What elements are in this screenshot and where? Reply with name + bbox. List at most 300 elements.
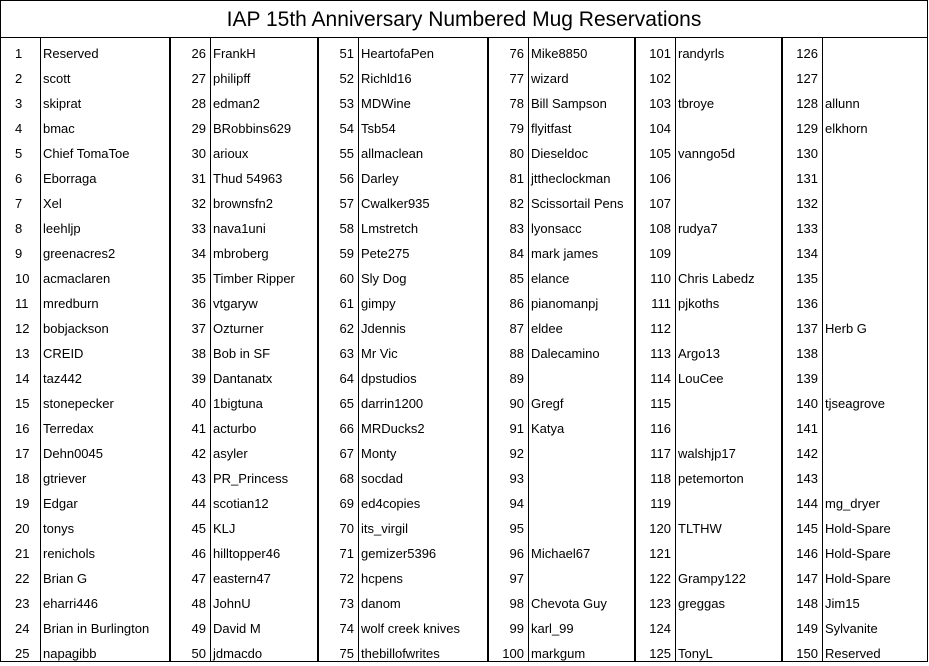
mug-number[interactable]: 90 <box>509 396 524 411</box>
mug-number[interactable]: 44 <box>191 496 206 511</box>
mug-number[interactable]: 76 <box>509 46 524 61</box>
mug-number[interactable]: 146 <box>796 546 818 561</box>
mug-number[interactable]: 141 <box>796 421 818 436</box>
reserver-name[interactable]: karl_99 <box>531 621 574 636</box>
reserver-name[interactable] <box>822 166 926 191</box>
reserver-name[interactable]: napagibb <box>43 646 97 661</box>
mug-number[interactable]: 77 <box>509 71 524 86</box>
reserver-name[interactable] <box>822 241 926 266</box>
reserver-name[interactable]: Cwalker935 <box>361 196 430 211</box>
mug-number[interactable]: 103 <box>649 96 671 111</box>
reserver-name[interactable]: 1bigtuna <box>213 396 263 411</box>
reserver-name[interactable]: gtriever <box>43 471 87 486</box>
mug-number[interactable]: 8 <box>15 221 23 236</box>
reserver-name[interactable]: taz442 <box>43 371 83 386</box>
mug-number[interactable]: 45 <box>191 521 206 536</box>
reserver-name[interactable] <box>675 391 781 416</box>
reserver-name[interactable]: walshjp17 <box>678 446 736 461</box>
mug-number[interactable]: 140 <box>796 396 818 411</box>
reserver-name[interactable]: Grampy122 <box>678 571 746 586</box>
mug-number[interactable]: 14 <box>15 371 30 386</box>
reserver-name[interactable]: HeartofaPen <box>361 46 434 61</box>
mug-number[interactable]: 51 <box>339 46 354 61</box>
mug-number[interactable]: 75 <box>339 646 354 661</box>
reserver-name[interactable]: wolf creek knives <box>361 621 460 636</box>
mug-number[interactable]: 40 <box>191 396 206 411</box>
mug-number[interactable]: 120 <box>649 521 671 536</box>
reserver-name[interactable]: eastern47 <box>213 571 271 586</box>
reserver-name[interactable]: socdad <box>361 471 403 486</box>
reserver-name[interactable]: Xel <box>43 196 62 211</box>
reserver-name[interactable]: Dalecamino <box>531 346 600 361</box>
reserver-name[interactable]: dpstudios <box>361 371 417 386</box>
reserver-name[interactable] <box>822 141 926 166</box>
mug-number[interactable]: 129 <box>796 121 818 136</box>
reserver-name[interactable] <box>675 66 781 91</box>
reserver-name[interactable]: MRDucks2 <box>361 421 425 436</box>
reserver-name[interactable]: renichols <box>43 546 96 561</box>
reserver-name[interactable] <box>675 241 781 266</box>
reserver-name[interactable]: Timber Ripper <box>213 271 295 286</box>
mug-number[interactable]: 34 <box>191 246 206 261</box>
reserver-name[interactable]: bmac <box>43 121 75 136</box>
mug-number[interactable]: 19 <box>15 496 30 511</box>
mug-number[interactable]: 71 <box>339 546 354 561</box>
reserver-name[interactable]: Bob in SF <box>213 346 271 361</box>
mug-number[interactable]: 84 <box>509 246 524 261</box>
reserver-name[interactable]: Argo13 <box>678 346 720 361</box>
mug-number[interactable]: 137 <box>796 321 818 336</box>
mug-number[interactable]: 104 <box>649 121 671 136</box>
reserver-name[interactable]: arioux <box>213 146 249 161</box>
mug-number[interactable]: 99 <box>509 621 524 636</box>
mug-number[interactable]: 3 <box>15 96 23 111</box>
reserver-name[interactable] <box>822 291 926 316</box>
mug-number[interactable]: 119 <box>650 496 671 511</box>
reserver-name[interactable]: Mr Vic <box>361 346 398 361</box>
mug-number[interactable]: 1 <box>15 46 23 61</box>
reserver-name[interactable] <box>675 191 781 216</box>
mug-number[interactable]: 124 <box>649 621 671 636</box>
reserver-name[interactable]: Terredax <box>43 421 94 436</box>
reserver-name[interactable] <box>528 441 634 466</box>
reserver-name[interactable]: Michael67 <box>531 546 591 561</box>
reserver-name[interactable]: hilltopper46 <box>213 546 281 561</box>
mug-number[interactable]: 70 <box>339 521 354 536</box>
mug-number[interactable]: 56 <box>339 171 354 186</box>
mug-number[interactable]: 127 <box>796 71 818 86</box>
mug-number[interactable]: 20 <box>15 521 30 536</box>
mug-number[interactable]: 123 <box>649 596 671 611</box>
mug-number[interactable]: 130 <box>796 146 818 161</box>
mug-number[interactable]: 113 <box>650 346 671 361</box>
mug-number[interactable]: 100 <box>502 646 524 661</box>
reserver-name[interactable]: hcpens <box>361 571 403 586</box>
reserver-name[interactable]: Lmstretch <box>361 221 419 236</box>
mug-number[interactable]: 92 <box>509 446 524 461</box>
mug-number[interactable]: 55 <box>339 146 354 161</box>
reserver-name[interactable]: Ozturner <box>213 321 264 336</box>
reserver-name[interactable]: Sylvanite <box>825 621 878 636</box>
mug-number[interactable]: 15 <box>15 396 30 411</box>
mug-number[interactable]: 25 <box>15 646 30 661</box>
mug-number[interactable]: 31 <box>191 171 206 186</box>
mug-number[interactable]: 94 <box>509 496 524 511</box>
mug-number[interactable]: 29 <box>191 121 206 136</box>
reserver-name[interactable]: David M <box>213 621 261 636</box>
mug-number[interactable]: 82 <box>509 196 524 211</box>
reserver-name[interactable]: scotian12 <box>213 496 269 511</box>
reserver-name[interactable]: mredburn <box>43 296 99 311</box>
mug-number[interactable]: 121 <box>649 546 671 561</box>
reserver-name[interactable]: scott <box>43 71 71 86</box>
reserver-name[interactable] <box>528 466 634 491</box>
reserver-name[interactable]: Sly Dog <box>361 271 407 286</box>
reserver-name[interactable]: Mike8850 <box>531 46 588 61</box>
mug-number[interactable]: 57 <box>339 196 354 211</box>
mug-number[interactable]: 144 <box>796 496 818 511</box>
reserver-name[interactable]: PR_Princess <box>213 471 289 486</box>
reserver-name[interactable]: Pete275 <box>361 246 410 261</box>
mug-number[interactable]: 24 <box>15 621 30 636</box>
reserver-name[interactable]: skiprat <box>43 96 82 111</box>
reserver-name[interactable]: Reserved <box>825 646 881 661</box>
reserver-name[interactable]: leehljp <box>43 221 81 236</box>
mug-number[interactable]: 114 <box>650 371 671 386</box>
reserver-name[interactable] <box>675 316 781 341</box>
mug-number[interactable]: 22 <box>15 571 30 586</box>
reserver-name[interactable]: elance <box>531 271 570 286</box>
mug-number[interactable]: 52 <box>339 71 354 86</box>
reserver-name[interactable]: markgum <box>531 646 586 661</box>
mug-number[interactable]: 98 <box>509 596 524 611</box>
reserver-name[interactable]: thebillofwrites <box>361 646 440 661</box>
mug-number[interactable]: 59 <box>339 246 354 261</box>
reserver-name[interactable]: mg_dryer <box>825 496 880 511</box>
mug-number[interactable]: 135 <box>796 271 818 286</box>
reserver-name[interactable]: JohnU <box>213 596 251 611</box>
reserver-name[interactable]: mark james <box>531 246 599 261</box>
mug-number[interactable]: 116 <box>650 421 671 436</box>
mug-number[interactable]: 93 <box>509 471 524 486</box>
mug-number[interactable]: 17 <box>15 446 30 461</box>
mug-number[interactable]: 79 <box>509 121 524 136</box>
mug-number[interactable]: 48 <box>191 596 206 611</box>
mug-number[interactable]: 46 <box>191 546 206 561</box>
reserver-name[interactable]: MDWine <box>361 96 411 111</box>
reserver-name[interactable] <box>528 566 634 591</box>
mug-number[interactable]: 145 <box>796 521 818 536</box>
reserver-name[interactable]: vtgaryw <box>213 296 258 311</box>
mug-number[interactable]: 36 <box>191 296 206 311</box>
mug-number[interactable]: 65 <box>339 396 354 411</box>
reserver-name[interactable]: pianomanpj <box>531 296 599 311</box>
mug-number[interactable]: 108 <box>649 221 671 236</box>
mug-number[interactable]: 62 <box>339 321 354 336</box>
reserver-name[interactable]: Hold-Spare <box>825 521 891 536</box>
mug-number[interactable]: 128 <box>796 96 818 111</box>
reserver-name[interactable]: its_virgil <box>361 521 408 536</box>
reserver-name[interactable]: Brian in Burlington <box>43 621 150 636</box>
reserver-name[interactable]: Tsb54 <box>361 121 396 136</box>
reserver-name[interactable]: edman2 <box>213 96 260 111</box>
mug-number[interactable]: 74 <box>339 621 354 636</box>
mug-number[interactable]: 30 <box>191 146 206 161</box>
reserver-name[interactable]: tbroye <box>678 96 715 111</box>
mug-number[interactable]: 18 <box>15 471 30 486</box>
reserver-name[interactable] <box>822 41 926 66</box>
mug-number[interactable]: 95 <box>509 521 524 536</box>
reserver-name[interactable]: acturbo <box>213 421 257 436</box>
reserver-name[interactable] <box>675 166 781 191</box>
reserver-name[interactable] <box>675 116 781 141</box>
mug-number[interactable]: 78 <box>509 96 524 111</box>
reserver-name[interactable] <box>822 191 926 216</box>
reserver-name[interactable]: Dantanatx <box>213 371 273 386</box>
mug-number[interactable]: 5 <box>15 146 23 161</box>
mug-number[interactable]: 148 <box>796 596 818 611</box>
reserver-name[interactable] <box>822 366 926 391</box>
reserver-name[interactable]: Edgar <box>43 496 78 511</box>
reserver-name[interactable]: darrin1200 <box>361 396 424 411</box>
mug-number[interactable]: 4 <box>15 121 23 136</box>
reserver-name[interactable]: BRobbins629 <box>213 121 292 136</box>
reserver-name[interactable] <box>528 516 634 541</box>
reserver-name[interactable]: wizard <box>531 71 569 86</box>
mug-number[interactable]: 66 <box>339 421 354 436</box>
mug-number[interactable]: 107 <box>649 196 671 211</box>
mug-number[interactable]: 41 <box>191 421 206 436</box>
reserver-name[interactable] <box>675 541 781 566</box>
mug-number[interactable]: 73 <box>339 596 354 611</box>
reserver-name[interactable]: Chevota Guy <box>531 596 607 611</box>
reserver-name[interactable]: Gregf <box>531 396 564 411</box>
mug-number[interactable]: 54 <box>339 121 354 136</box>
mug-number[interactable]: 111 <box>651 296 671 311</box>
reserver-name[interactable]: jdmacdo <box>213 646 263 661</box>
mug-number[interactable]: 26 <box>191 46 206 61</box>
reserver-name[interactable]: Jim15 <box>825 596 860 611</box>
reserver-name[interactable] <box>822 416 926 441</box>
reserver-name[interactable] <box>822 341 926 366</box>
reserver-name[interactable] <box>528 366 634 391</box>
reserver-name[interactable]: Herb G <box>825 321 867 336</box>
reserver-name[interactable]: brownsfn2 <box>213 196 273 211</box>
reserver-name[interactable]: Thud 54963 <box>213 171 283 186</box>
reserver-name[interactable]: Darley <box>361 171 399 186</box>
mug-number[interactable]: 21 <box>15 546 30 561</box>
mug-number[interactable]: 136 <box>796 296 818 311</box>
reserver-name[interactable]: KLJ <box>213 521 236 536</box>
mug-number[interactable]: 125 <box>649 646 671 661</box>
reserver-name[interactable]: TonyL <box>678 646 713 661</box>
reserver-name[interactable] <box>822 66 926 91</box>
reserver-name[interactable]: allmaclean <box>361 146 424 161</box>
reserver-name[interactable] <box>822 466 926 491</box>
reserver-name[interactable]: Chief TomaToe <box>43 146 130 161</box>
reserver-name[interactable]: Katya <box>531 421 565 436</box>
reserver-name[interactable] <box>822 441 926 466</box>
mug-number[interactable]: 63 <box>339 346 354 361</box>
reserver-name[interactable]: Jdennis <box>361 321 406 336</box>
mug-number[interactable]: 96 <box>509 546 524 561</box>
reserver-name[interactable]: FrankH <box>213 46 256 61</box>
reserver-name[interactable]: lyonsacc <box>531 221 582 236</box>
mug-number[interactable]: 131 <box>796 171 818 186</box>
reserver-name[interactable]: eharri446 <box>43 596 98 611</box>
mug-number[interactable]: 12 <box>15 321 30 336</box>
mug-number[interactable]: 68 <box>339 471 354 486</box>
mug-number[interactable]: 61 <box>339 296 354 311</box>
mug-number[interactable]: 115 <box>650 396 671 411</box>
mug-number[interactable]: 16 <box>15 421 30 436</box>
reserver-name[interactable]: jttheclockman <box>531 171 611 186</box>
reserver-name[interactable]: gemizer5396 <box>361 546 437 561</box>
reserver-name[interactable]: Brian G <box>43 571 88 586</box>
reserver-name[interactable]: bobjackson <box>43 321 109 336</box>
mug-number[interactable]: 38 <box>191 346 206 361</box>
reserver-name[interactable] <box>675 616 781 641</box>
mug-number[interactable]: 106 <box>649 171 671 186</box>
mug-number[interactable]: 112 <box>650 321 671 336</box>
reserver-name[interactable]: pjkoths <box>678 296 720 311</box>
reserver-name[interactable]: LouCee <box>678 371 724 386</box>
mug-number[interactable]: 67 <box>339 446 354 461</box>
mug-number[interactable]: 88 <box>509 346 524 361</box>
reserver-name[interactable]: allunn <box>825 96 860 111</box>
mug-number[interactable]: 87 <box>509 321 524 336</box>
mug-number[interactable]: 42 <box>191 446 206 461</box>
mug-number[interactable]: 117 <box>650 446 671 461</box>
reserver-name[interactable]: randyrls <box>678 46 725 61</box>
mug-number[interactable]: 143 <box>796 471 818 486</box>
reserver-name[interactable]: petemorton <box>678 471 744 486</box>
mug-number[interactable]: 133 <box>796 221 818 236</box>
mug-number[interactable]: 32 <box>191 196 206 211</box>
reserver-name[interactable]: vanngo5d <box>678 146 736 161</box>
mug-number[interactable]: 147 <box>796 571 818 586</box>
mug-number[interactable]: 64 <box>339 371 354 386</box>
reserver-name[interactable]: danom <box>361 596 401 611</box>
mug-number[interactable]: 109 <box>649 246 671 261</box>
reserver-name[interactable]: Dieseldoc <box>531 146 589 161</box>
reserver-name[interactable]: TLTHW <box>678 521 722 536</box>
reserver-name[interactable]: CREID <box>43 346 84 361</box>
reserver-name[interactable]: Monty <box>361 446 397 461</box>
mug-number[interactable]: 72 <box>339 571 354 586</box>
mug-number[interactable]: 27 <box>191 71 206 86</box>
mug-number[interactable]: 60 <box>339 271 354 286</box>
reserver-name[interactable]: mbroberg <box>213 246 269 261</box>
reserver-name[interactable] <box>822 266 926 291</box>
mug-number[interactable]: 134 <box>796 246 818 261</box>
mug-number[interactable]: 35 <box>191 271 206 286</box>
mug-number[interactable]: 91 <box>509 421 524 436</box>
mug-number[interactable]: 149 <box>796 621 818 636</box>
mug-number[interactable]: 13 <box>15 346 30 361</box>
reserver-name[interactable]: flyitfast <box>531 121 572 136</box>
mug-number[interactable]: 97 <box>509 571 524 586</box>
mug-number[interactable]: 122 <box>649 571 671 586</box>
reserver-name[interactable]: greggas <box>678 596 725 611</box>
mug-number[interactable]: 126 <box>796 46 818 61</box>
mug-number[interactable]: 86 <box>509 296 524 311</box>
reserver-name[interactable] <box>675 416 781 441</box>
reserver-name[interactable]: asyler <box>213 446 248 461</box>
reserver-name[interactable]: rudya7 <box>678 221 718 236</box>
mug-number[interactable]: 89 <box>509 371 524 386</box>
reserver-name[interactable]: Richld16 <box>361 71 412 86</box>
reserver-name[interactable]: Scissortail Pens <box>531 196 624 211</box>
mug-number[interactable]: 37 <box>191 321 206 336</box>
reserver-name[interactable]: Chris Labedz <box>678 271 755 286</box>
reserver-name[interactable] <box>675 491 781 516</box>
reserver-name[interactable]: elkhorn <box>825 121 868 136</box>
mug-number[interactable]: 53 <box>339 96 354 111</box>
mug-number[interactable]: 101 <box>649 46 671 61</box>
mug-number[interactable]: 118 <box>650 471 671 486</box>
reserver-name[interactable] <box>822 216 926 241</box>
mug-number[interactable]: 49 <box>191 621 206 636</box>
mug-number[interactable]: 110 <box>650 271 671 286</box>
mug-number[interactable]: 39 <box>191 371 206 386</box>
mug-number[interactable]: 81 <box>509 171 524 186</box>
mug-number[interactable]: 58 <box>339 221 354 236</box>
reserver-name[interactable]: ed4copies <box>361 496 421 511</box>
mug-number[interactable]: 102 <box>649 71 671 86</box>
reserver-name[interactable]: eldee <box>531 321 563 336</box>
mug-number[interactable]: 132 <box>796 196 818 211</box>
mug-number[interactable]: 7 <box>15 196 23 211</box>
mug-number[interactable]: 69 <box>339 496 354 511</box>
mug-number[interactable]: 10 <box>15 271 30 286</box>
mug-number[interactable]: 2 <box>15 71 23 86</box>
mug-number[interactable]: 150 <box>796 646 818 661</box>
reserver-name[interactable]: gimpy <box>361 296 396 311</box>
reserver-name[interactable]: Hold-Spare <box>825 571 891 586</box>
reserver-name[interactable] <box>528 491 634 516</box>
reserver-name[interactable]: tjseagrove <box>825 396 885 411</box>
reserver-name[interactable]: tonys <box>43 521 75 536</box>
mug-number[interactable]: 142 <box>796 446 818 461</box>
mug-number[interactable]: 6 <box>15 171 23 186</box>
reserver-name[interactable]: nava1uni <box>213 221 266 236</box>
mug-number[interactable]: 105 <box>649 146 671 161</box>
mug-number[interactable]: 28 <box>191 96 206 111</box>
mug-number[interactable]: 33 <box>191 221 206 236</box>
mug-number[interactable]: 47 <box>191 571 206 586</box>
mug-number[interactable]: 85 <box>509 271 524 286</box>
mug-number[interactable]: 11 <box>15 296 29 311</box>
mug-number[interactable]: 50 <box>191 646 206 661</box>
mug-number[interactable]: 9 <box>15 246 23 261</box>
reserver-name[interactable]: Hold-Spare <box>825 546 891 561</box>
reserver-name[interactable]: Eborraga <box>43 171 97 186</box>
mug-number[interactable]: 139 <box>796 371 818 386</box>
mug-number[interactable]: 83 <box>509 221 524 236</box>
reserver-name[interactable]: Bill Sampson <box>531 96 607 111</box>
mug-number[interactable]: 80 <box>509 146 524 161</box>
reserver-name[interactable]: acmaclaren <box>43 271 111 286</box>
reserver-name[interactable]: Reserved <box>43 46 99 61</box>
reserver-name[interactable]: Dehn0045 <box>43 446 103 461</box>
mug-number[interactable]: 43 <box>191 471 206 486</box>
mug-number[interactable]: 23 <box>15 596 30 611</box>
reserver-name[interactable]: stonepecker <box>43 396 114 411</box>
reserver-name[interactable]: philipff <box>213 71 251 86</box>
mug-number[interactable]: 138 <box>796 346 818 361</box>
reserver-name[interactable]: greenacres2 <box>43 246 116 261</box>
